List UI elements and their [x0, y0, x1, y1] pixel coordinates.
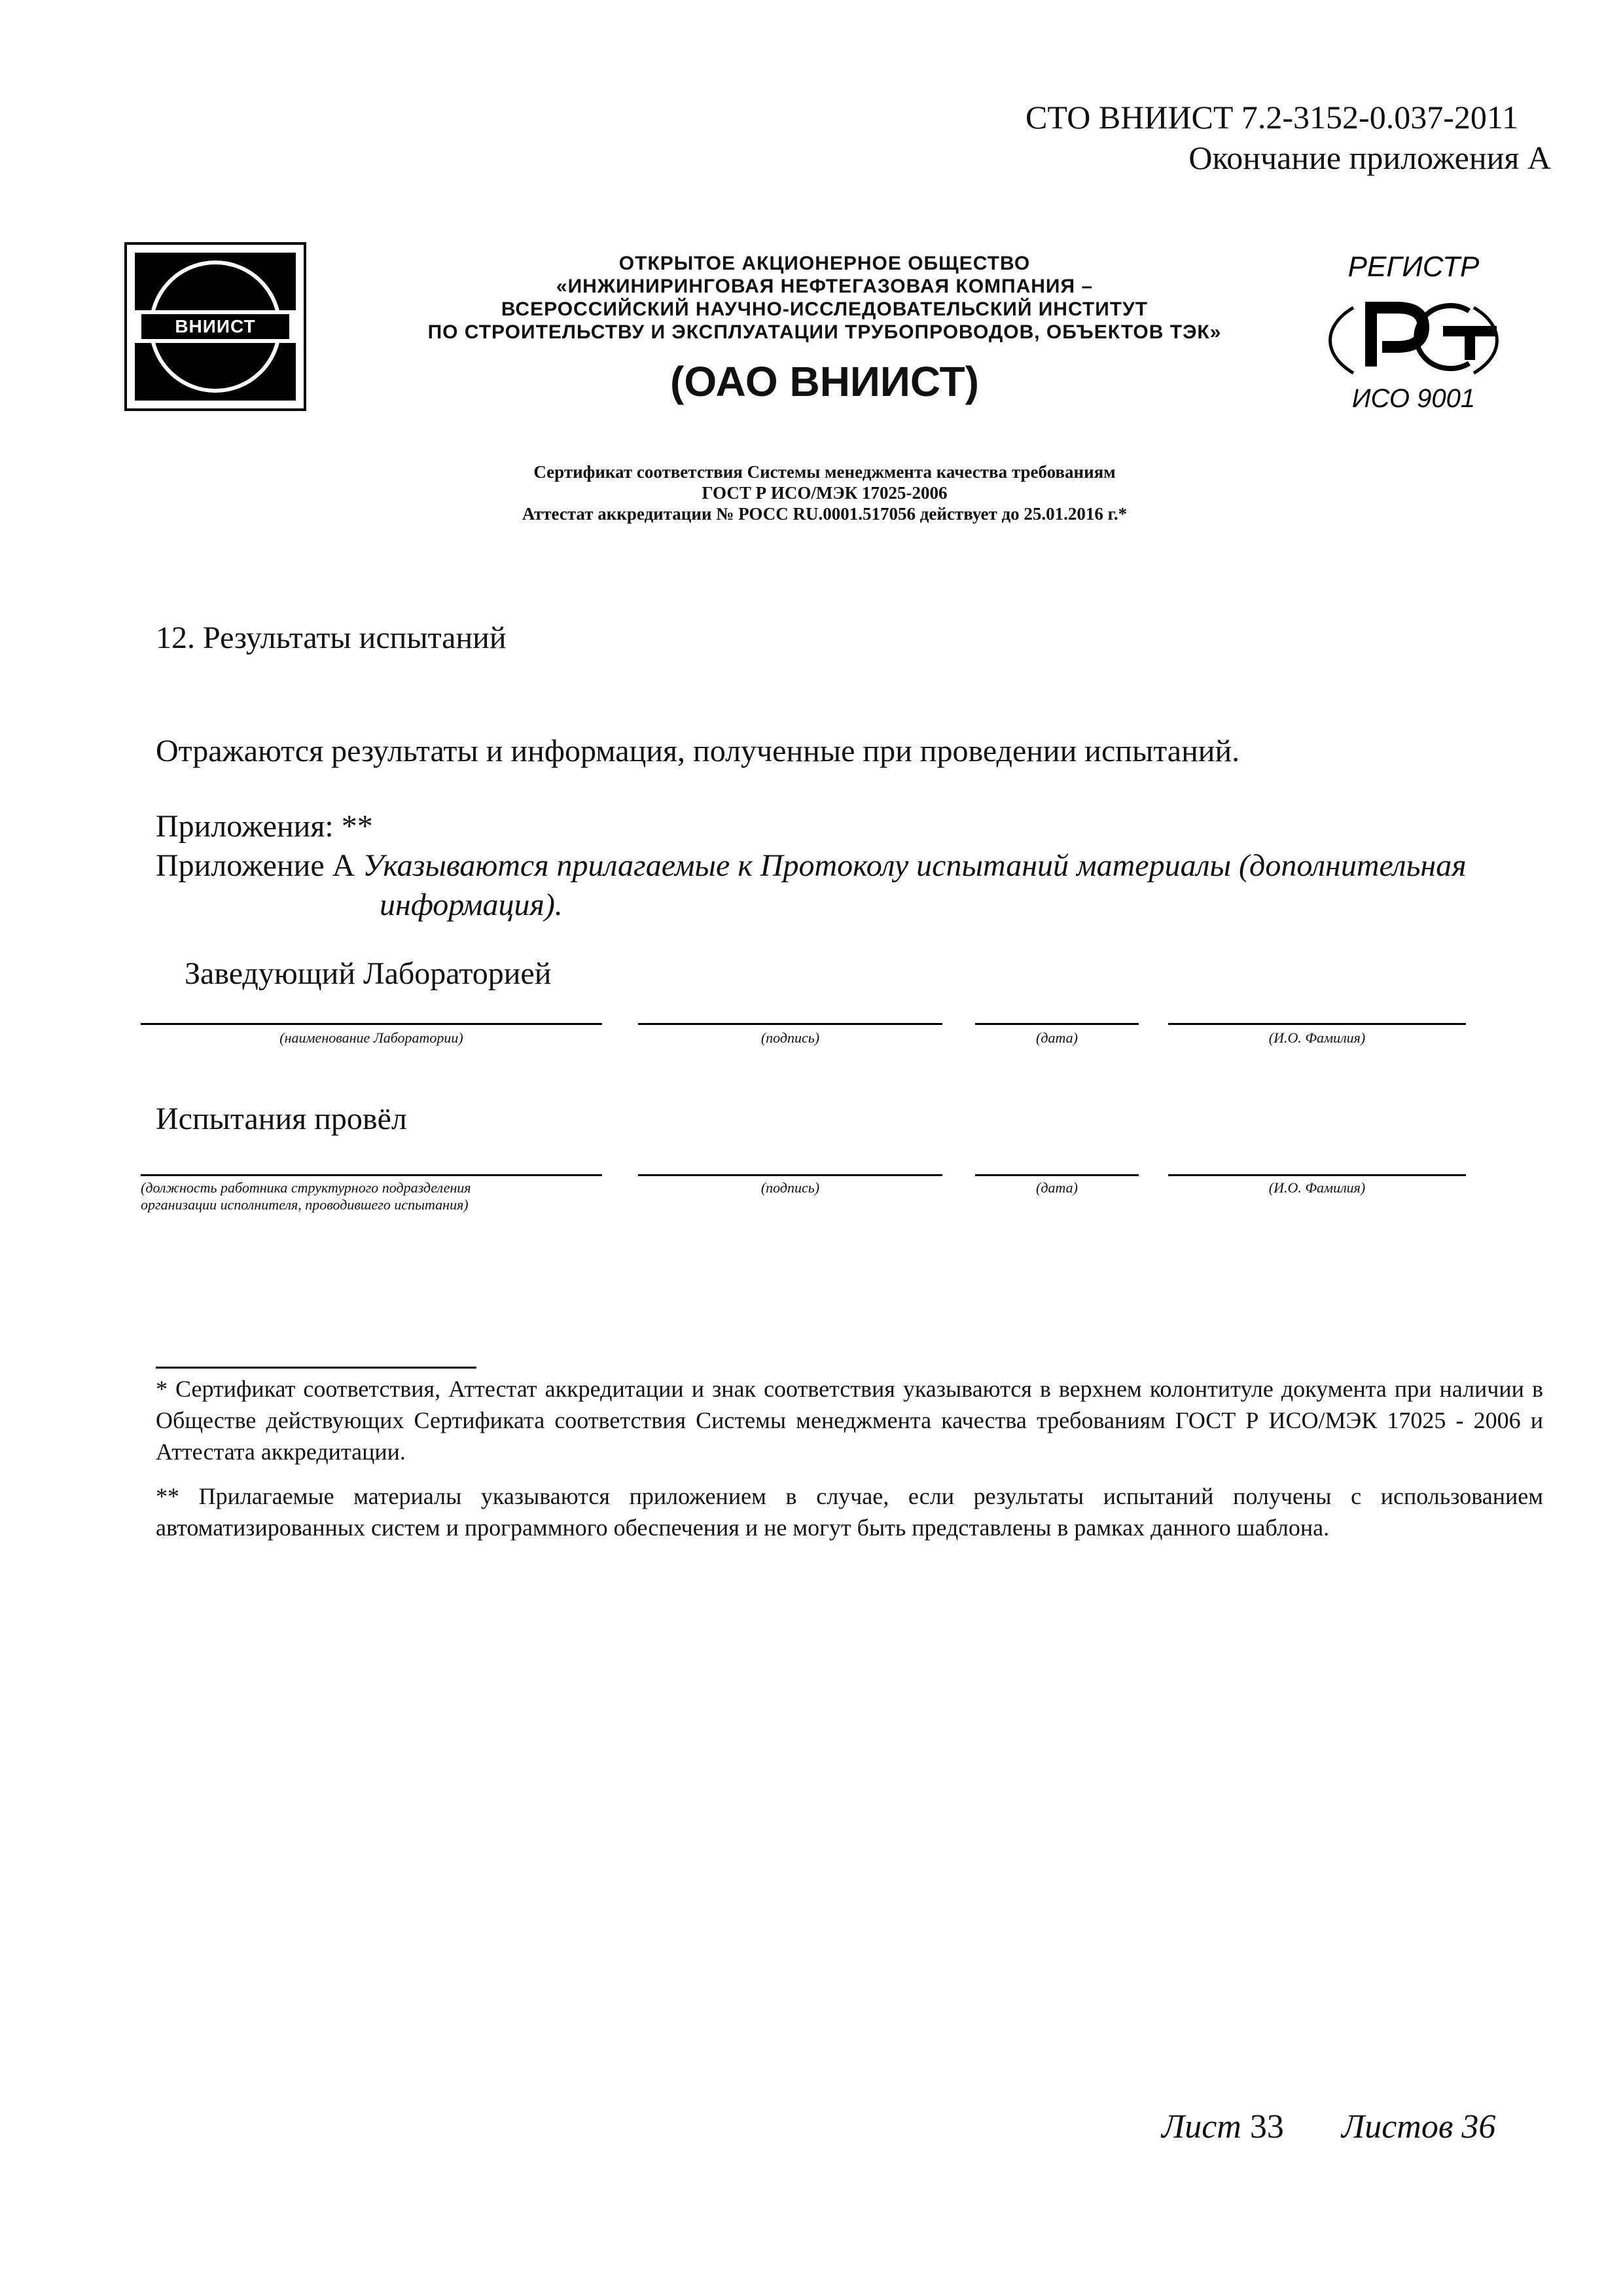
tester-signature-line — [638, 1174, 942, 1176]
date-line — [975, 1023, 1139, 1025]
vniist-logo — [124, 242, 306, 411]
caption-full-name: (И.О. Фамилия) — [1268, 1030, 1366, 1046]
tester-date-line — [975, 1174, 1139, 1176]
footnote-1: * Сертификат соответствия, Аттестат аккредитации и знак соответствия указываются в верхнем колонтитуле документа при наличии в Обществе действующих Сертификата соответствия Системы менеджмента качества требованиям ГОСТ Р ИСО/МЭК 17025 - 2006 и Аттестата аккредитации. — [156, 1376, 1543, 1465]
certificate-line-3: Аттестат аккредитации № РОСС RU.0001.517056 действует до 25.01.2016 г.* — [522, 504, 1128, 524]
lab-head-title: Заведующий Лабораторией — [185, 956, 552, 991]
caption-position: (должность работника структурного подразделения организации исполнителя, проводившего испытания) — [141, 1179, 471, 1213]
signature-line — [638, 1023, 942, 1025]
company-line-4: ПО СТРОИТЕЛЬСТВУ И ЭКСПЛУАТАЦИИ ТРУБОПРОВОДОВ, ОБЪЕКТОВ ТЭК» — [427, 321, 1222, 343]
cert-mark-bottom-text: ИСО 9001 — [1351, 384, 1476, 413]
appendices-heading: Приложения: ** — [156, 809, 373, 844]
caption-signature: (подпись) — [760, 1030, 820, 1046]
results-paragraph: Отражаются результаты и информация, полученные при проведении испытаний. — [156, 734, 1240, 768]
section-title: 12. Результаты испытаний — [156, 620, 507, 655]
appendix-a-text: Указываются прилагаемые к Протоколу испытаний материалы (дополнительная — [363, 848, 1467, 883]
name-line — [1168, 1023, 1466, 1025]
company-name — [340, 252, 1309, 344]
caption-lab-name: (наименование Лаборатории) — [279, 1030, 463, 1046]
appendix-a — [156, 846, 1543, 886]
document-code: СТО ВНИИСТ 7.2-3152-0.037-2011 — [1025, 99, 1518, 135]
footnote-separator — [156, 1367, 476, 1369]
company-short-name: (ОАО ВНИИСТ) — [670, 358, 979, 405]
sheets-total: Листов 36 — [1342, 2108, 1496, 2145]
document-subtitle: Окончание приложения А — [1188, 139, 1551, 176]
sheet-number-value: 33 — [1249, 2108, 1284, 2145]
certificate-line-1: Сертификат соответствия Системы менеджмента качества требованиям — [533, 462, 1116, 482]
logo-text: ВНИИСТ — [175, 316, 256, 336]
appendix-a-text-continuation: информация). — [380, 888, 563, 922]
sheet-label: Лист — [1162, 2108, 1241, 2145]
appendix-a-label: Приложение А — [156, 848, 363, 883]
certificate-info — [340, 461, 1309, 524]
caption-date: (дата) — [1036, 1030, 1078, 1046]
company-line-1: ОТКРЫТОЕ АКЦИОНЕРНОЕ ОБЩЕСТВО — [618, 253, 1031, 274]
position-line — [141, 1174, 602, 1176]
certificate-line-2: ГОСТ Р ИСО/МЭК 17025-2006 — [702, 483, 948, 503]
certification-mark-icon — [1309, 236, 1518, 419]
lab-name-line — [141, 1023, 602, 1025]
tester-caption-signature: (подпись) — [760, 1179, 820, 1196]
footnote-2: ** Прилагаемые материалы указываются приложением в случае, если результаты испытаний получены с использованием автоматизированных систем и программного обеспечения и не могут быть представлены в рамках данного шаблона. — [156, 1483, 1543, 1541]
tester-title: Испытания провёл — [156, 1102, 407, 1136]
company-line-3: ВСЕРОССИЙСКИЙ НАУЧНО-ИССЛЕДОВАТЕЛЬСКИЙ ИНСТИТУТ — [501, 298, 1149, 320]
tester-caption-full-name: (И.О. Фамилия) — [1268, 1179, 1366, 1196]
company-line-2: «ИНЖИНИРИНГОВАЯ НЕФТЕГАЗОВАЯ КОМПАНИЯ – — [556, 276, 1094, 297]
sheet-number — [1162, 2108, 1284, 2147]
tester-caption-date: (дата) — [1036, 1179, 1078, 1196]
tester-name-line — [1168, 1174, 1466, 1176]
cert-mark-top-text: РЕГИСТР — [1347, 251, 1480, 283]
